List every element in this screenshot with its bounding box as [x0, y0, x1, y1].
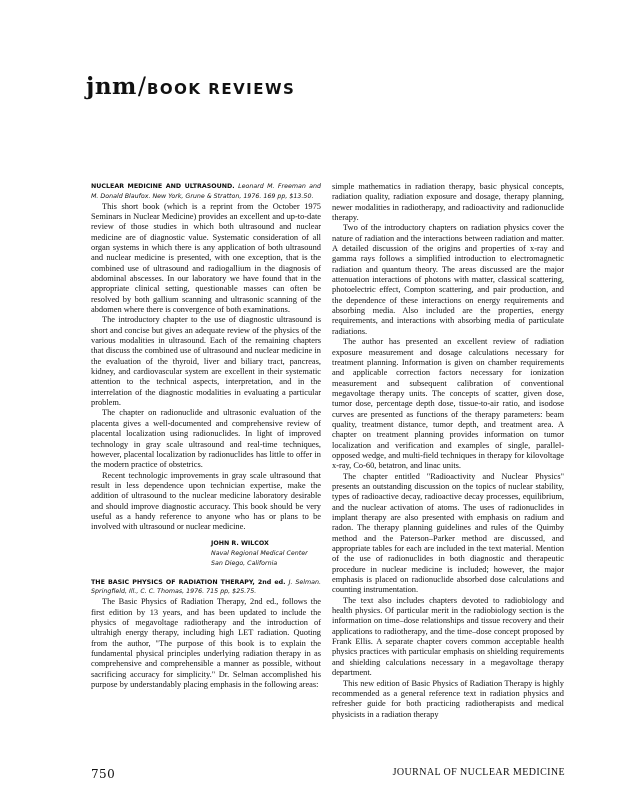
review-paragraph: The text also includes chapters devoted to radiobiology and health physics. Of particular merit in the radiobiology section is the information on time–dose relationships and tissue recovery and their applications to radiotherapy, and the time–dose concept proposed by Frank Ellis. A separate chapter covers common acceptable health physics practices with particular emphasis on shielding requirements and shielding calculations necessary in a megavoltage therapy department.	[332, 595, 564, 678]
review-paragraph: The chapter on radionuclide and ultrasonic evaluation of the placenta gives a well-documented and comprehensive review of placental localization using radionuclides. In light of improved technology in gray scale ultrasound and real-time techniques, however, placental localization by radionuclides has little to offer in the modern practice of obstetrics.	[91, 408, 321, 470]
review-paragraph-continuation: simple mathematics in radiation therapy, basic physical concepts, radiation quality, radiation exposure and dosage, therapy planning, newer modalities in radiotherapy, and radioactivity and radionuclide therapy.	[332, 182, 564, 223]
section-header	[86, 72, 295, 100]
review-paragraph: Recent technologic improvements in gray scale ultrasound that result in less dependence upon technician expertise, make the addition of ultrasound to the nuclear medicine laboratory desirable and should improve diagnostic accuracy. This book should be very useful as a handy reference to anyone who has or plans to be involved with ultrasound or nuclear medicine.	[91, 470, 321, 532]
review-paragraph: The Basic Physics of Radiation Therapy, 2nd ed., follows the first edition by 13 years, and has been updated to include the physics of megavoltage radiotherapy and the introduction of ultrahigh energy therapy, including high LET radiation. Quoting from the author, "The purpose of this book is to explain the fundamental physical principles underlying radiation therapy in as comprehensive and comprehensible a manner as possible, without sacrificing accuracy for simplicity." Dr. Selman accomplished his purpose by understandably placing emphasis in the following areas:	[91, 597, 321, 689]
review-heading	[91, 578, 321, 598]
reviewer-affiliation: Naval Regional Medical Center	[211, 549, 308, 557]
section-title: BOOK REVIEWS	[146, 80, 296, 98]
review-paragraph: This new edition of Basic Physics of Radiation Therapy is highly recommended as a general reference text in radiation physics and refresher guide for both practicing radiotherapists and medical physicists in a radiation therapy	[332, 678, 564, 719]
journal-name: JOURNAL OF NUCLEAR MEDICINE	[392, 767, 565, 778]
book-citation: Leonard M. Freeman and M. Donald Blaufox. New York, Grune & Stratton, 1976. 169 pp, $13.50.	[91, 183, 321, 200]
review-paragraph: The author has presented an excellent review of radiation exposure measurement and dosage calculations necessary for treatment planning. Information is given on chamber requirements and applicable correction factors necessary for ionization measurement and subsequent calibration of conventional megavoltage therapy units. The concepts of scatter, given dose, tumor dose, percentage depth dose, tissue-to-air ratio, and isodose curves are presented as functions of the therapy parameters: beam quality, treatment distance, tumor depth, and treatment area. A chapter on treatment planning provides information on tumor localization and verification and examples of single, parallel-opposed wedge, and multi-field techniques in therapy for kilovoltage x-ray, Co-60, betatron, and linac units.	[332, 337, 564, 471]
reviewer-signature	[211, 539, 321, 569]
review-paragraph: Two of the introductory chapters on radiation physics cover the nature of radiation and the interactions between radiation and matter. A detailed discussion of the origins and properties of x-ray and gamma rays follows a simplified introduction to electromagnetic radiation and quantum theory. The areas discussed are the major attenuation interactions of photons with matter, classical scattering, photoelectric effect, Compton scattering, and pair production, and the dependence of these interactions on energy requirements and absorbing media. Also included are the properties, energy requirements, and interactions with absorbing media of particulate radiations.	[332, 223, 564, 336]
review-heading	[91, 182, 321, 202]
page-footer	[91, 767, 565, 781]
book-citation: J. Selman. Springfield, Ill., C. C. Thomas, 1976. 715 pp, $25.75.	[91, 578, 321, 596]
right-column	[332, 182, 564, 720]
book-title: THE BASIC PHYSICS OF RADIATION THERAPY, 2nd ed.	[91, 578, 286, 586]
left-column	[91, 182, 321, 690]
reviewer-location: San Diego, California	[211, 559, 278, 567]
book-title: NUCLEAR MEDICINE AND ULTRASOUND.	[91, 183, 235, 190]
review-paragraph: The chapter entitled "Radioactivity and Nuclear Physics" presents an outstanding discussion on the topics of nuclear stability, types of radioactive decay, radioactive decay processes, equilibrium, and the nuclear activation of atoms. The uses of radionuclides in implant therapy are also presented with emphasis on radium and radon. The therapy planning guidelines and rules of the Quimby method and the Paterson–Parker method are discussed, and appropriate tables for each are included in the text material. Mention of the use of radionuclides in both diagnostic and therapeutic procedure in nuclear medicine is included; however, the major emphasis is placed on radionuclide absorbed dose calculations and counting instrumentation.	[332, 471, 564, 595]
reviewer-name: JOHN R. WILCOX	[211, 539, 269, 547]
journal-logo: jnm	[86, 73, 137, 100]
header-slash: /	[137, 72, 146, 100]
page-number: 750	[91, 767, 116, 781]
review-paragraph: This short book (which is a reprint from the October 1975 Seminars in Nuclear Medicine) provides an excellent and up-to-date review of those studies in which both ultrasound and nuclear medicine are of diagnostic value. Systematic consideration of all organ systems in which there is any application of both ultrasound and nuclear medicine is presented, with one exception, that is the combined use of ultrasound and radiogallium in the diagnosis of abdominal abscesses. In our laboratory we have found that in the appropriate clinical setting, questionable masses can often be resolved by both gallium scanning and ultrasonic scanning of the abdomen where there is convergence of both examinations.	[91, 201, 321, 315]
review-paragraph: The introductory chapter to the use of diagnostic ultrasound is short and concise but gives an adequate review of the physics of the various modalities in ultrasound. Each of the remaining chapters that discuss the combined use of ultrasound and nuclear medicine in the evaluation of the thyroid, liver and biliary tract, pancreas, kidney, and cardiovascular system are excellent in their systematic attention to the technical aspects, interpretation, and in the interrelation of the diagnostic modalities in evaluating a particular problem.	[91, 315, 321, 408]
